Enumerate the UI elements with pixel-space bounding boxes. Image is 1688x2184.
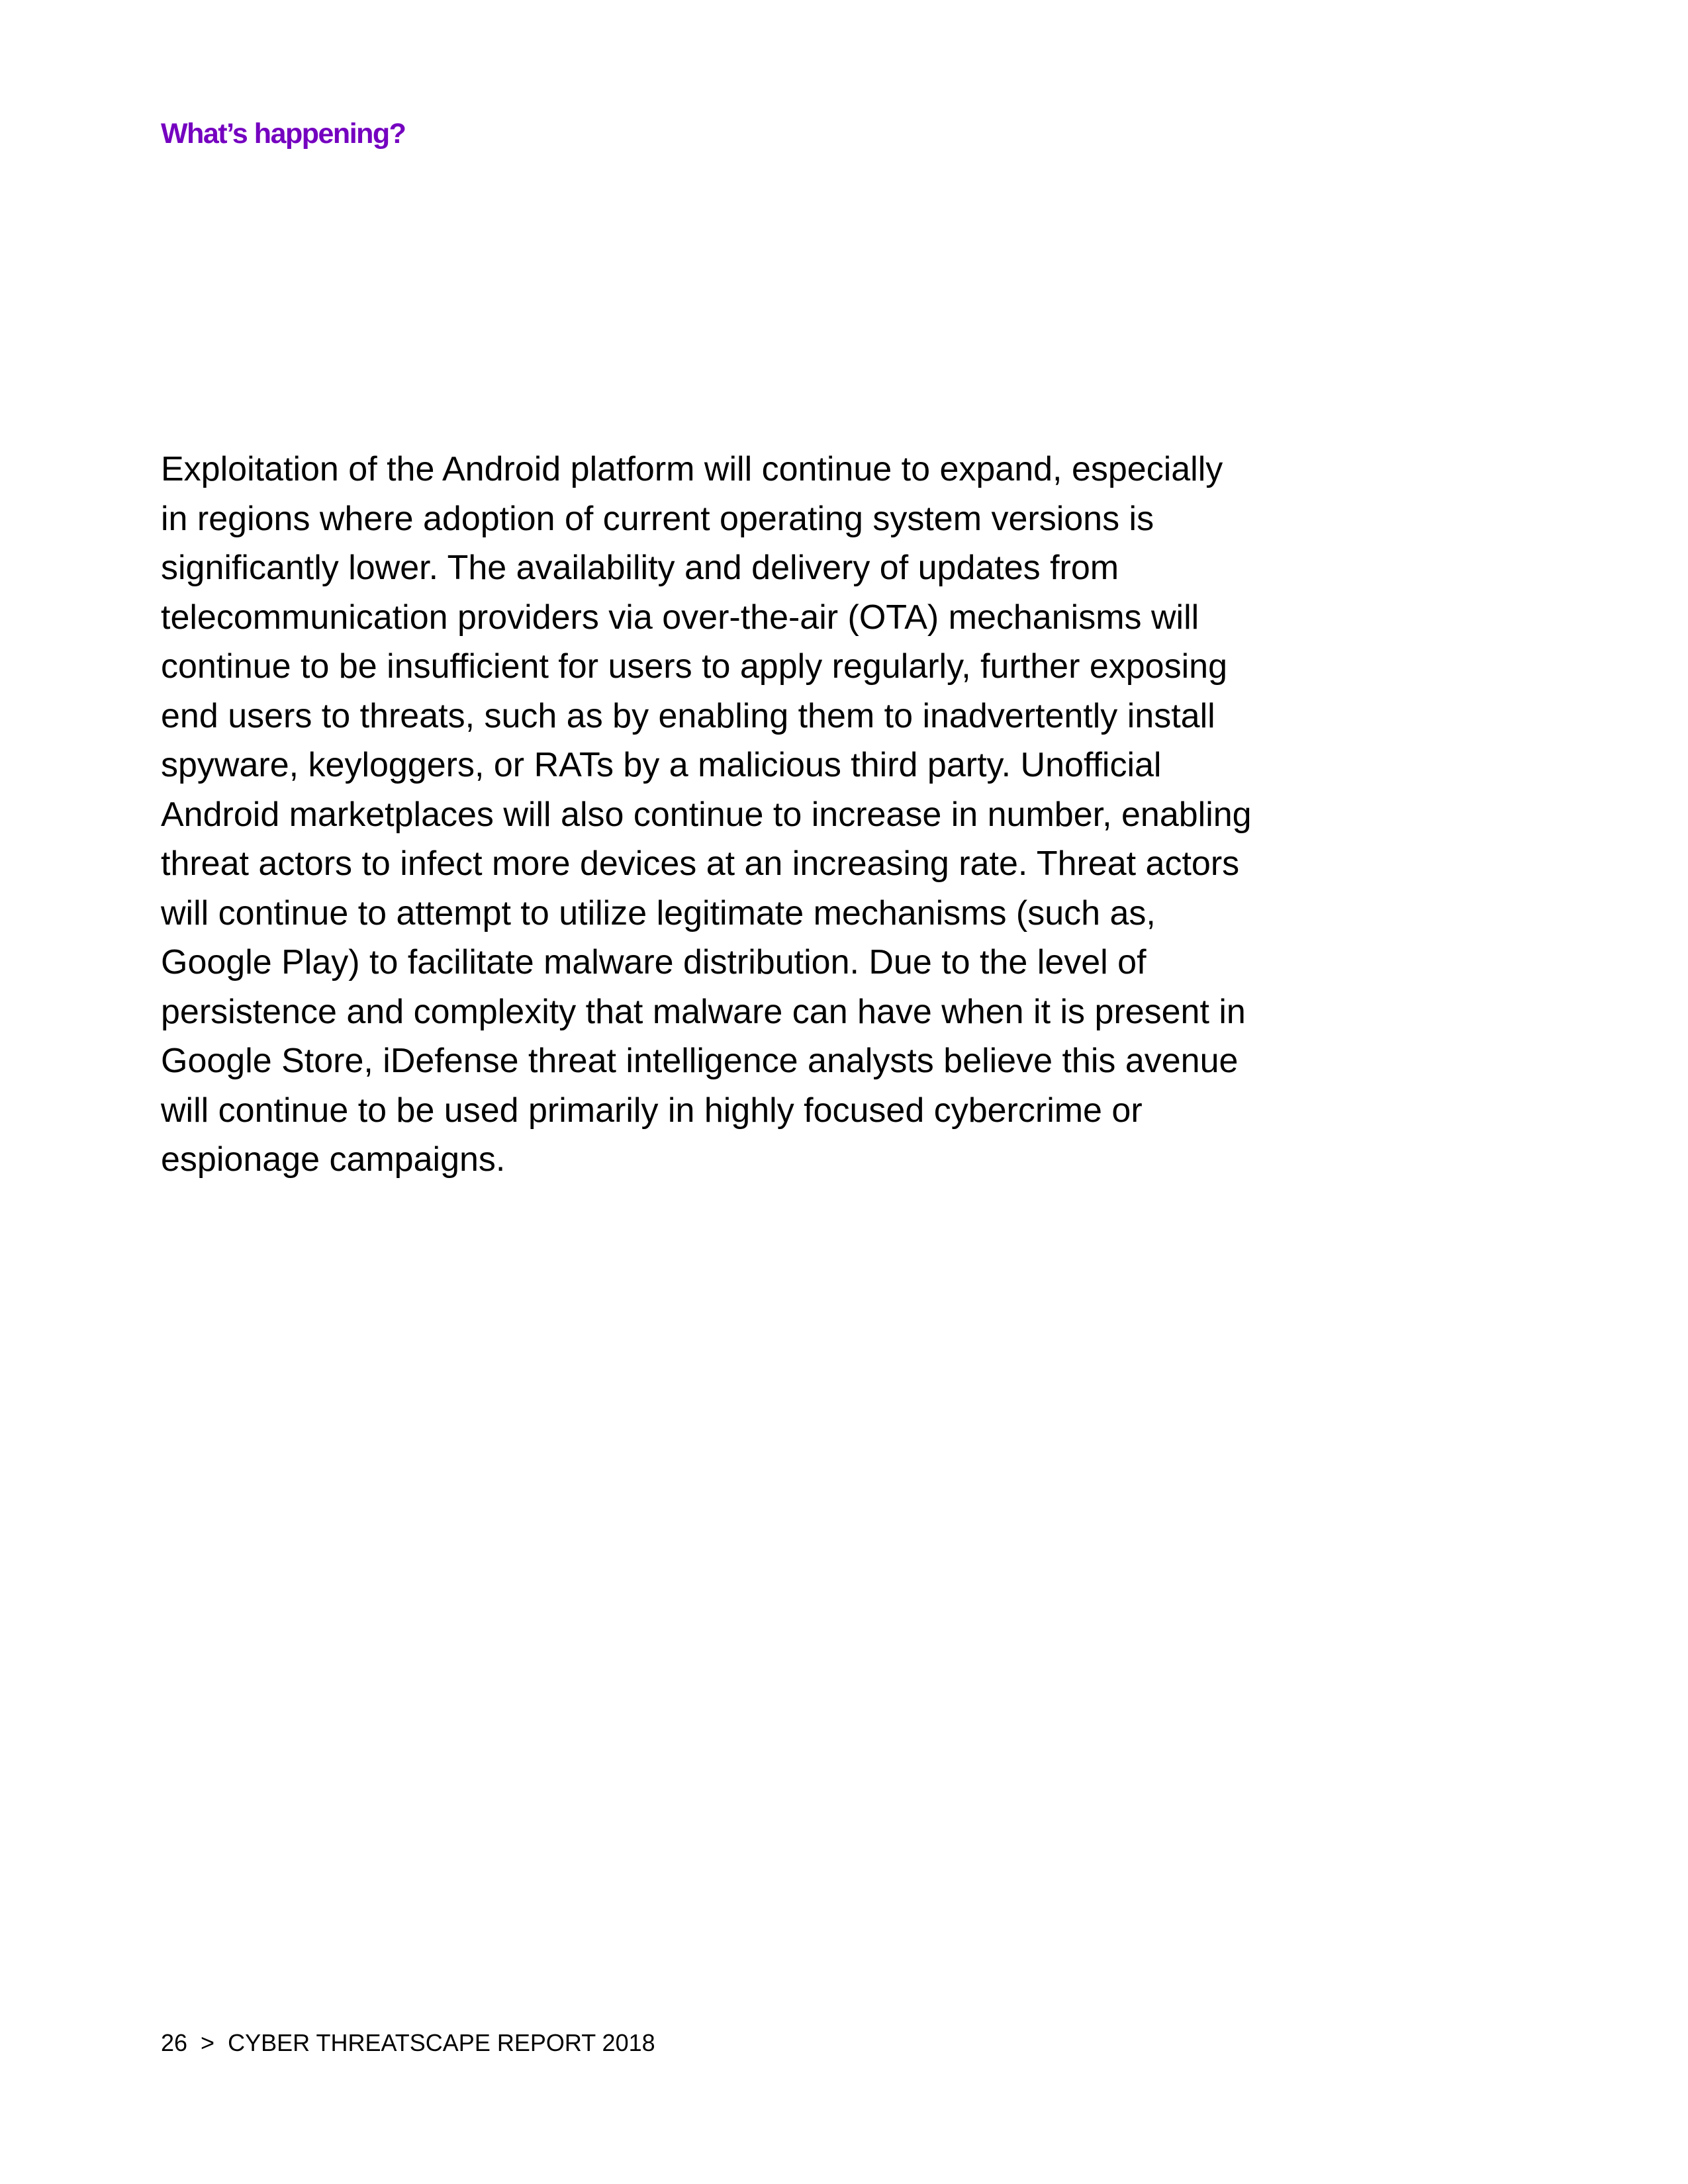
body-line: Google Play) to facilitate malware distribution. Due to the level of (161, 943, 1147, 981)
body-line: will continue to attempt to utilize legitimate mechanisms (such as, (161, 893, 1156, 933)
body-line: significantly lower. The availability and delivery of updates from (161, 549, 1119, 587)
page-number: 26 (161, 2029, 188, 2056)
body-paragraph (161, 445, 1551, 1185)
body-line: threat actors to infect more devices at an increasing rate. Threat actors (161, 844, 1240, 883)
body-line: spyware, keyloggers, or RATs by a malicious third party. Unofficial (161, 746, 1162, 784)
body-line: Google Store, iDefense threat intelligence analysts believe this avenue (161, 1042, 1239, 1080)
body-line: espionage campaigns. (161, 1140, 506, 1179)
body-line: continue to be insufficient for users to apply regularly, further exposing (161, 647, 1227, 686)
body-line: in regions where adoption of current operating system versions is (161, 499, 1154, 538)
body-line: Exploitation of the Android platform will continue to expand, especially (161, 450, 1223, 488)
report-title: CYBER THREATSCAPE REPORT 2018 (228, 2029, 655, 2056)
body-line: end users to threats, such as by enabling them to inadvertently install (161, 696, 1215, 735)
body-line: telecommunication providers via over-the-air (OTA) mechanisms will (161, 598, 1199, 637)
body-line: Android marketplaces will also continue to increase in number, enabling (161, 795, 1252, 834)
body-line: will continue to be used primarily in highly focused cybercrime or (161, 1091, 1143, 1130)
page-footer (161, 2029, 655, 2057)
section-heading: What’s happening? (161, 118, 406, 150)
footer-separator: > (201, 2029, 215, 2056)
body-line: persistence and complexity that malware can have when it is present in (161, 992, 1246, 1031)
